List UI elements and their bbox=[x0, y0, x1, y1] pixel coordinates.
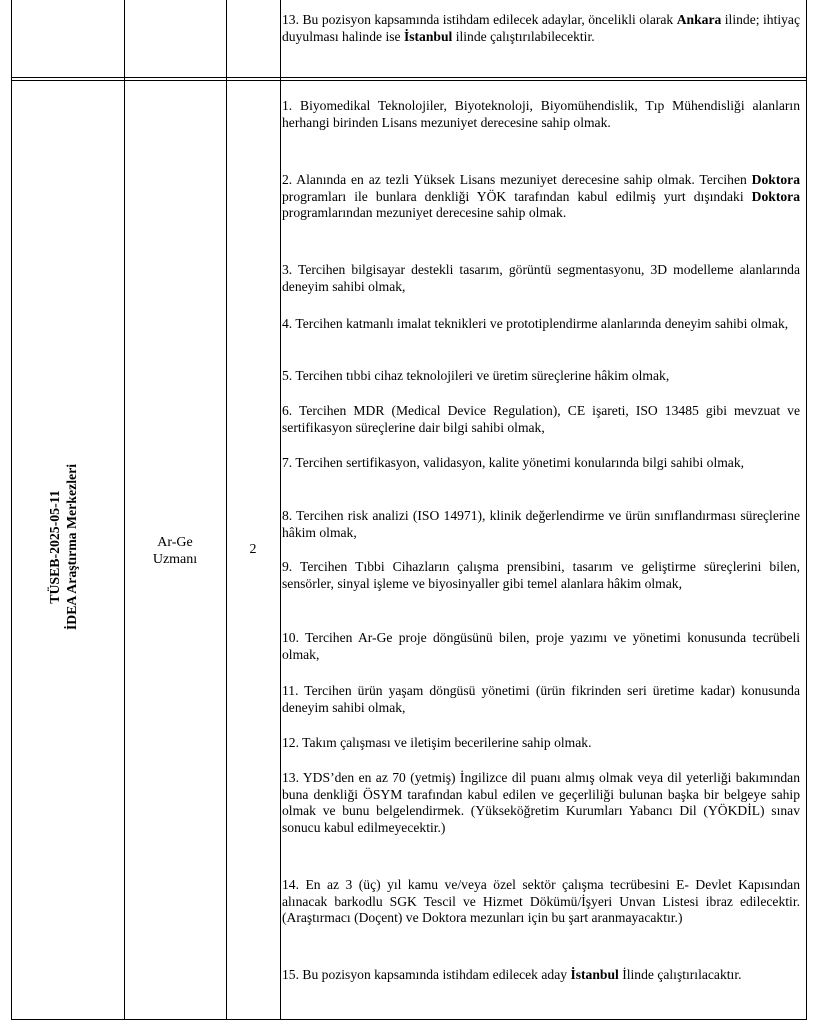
table-border-right bbox=[806, 0, 807, 1020]
requirement-5: 5. Tercihen tıbbi cihaz teknolojileri ve üretim süreçlerine hâkim olmak, bbox=[282, 368, 670, 383]
requirement-1: 1. Biyomedikal Teknolojiler, Biyoteknoloji, Biyomühendislik, Tıp Mühendisliği alanların herhangi birinden Lisans mezuniyet derecesine sahip olmak. bbox=[282, 98, 800, 130]
requirement-14: 14. En az 3 (üç) yıl kamu ve/veya özel sektör çalışma tecrübesini E- Devlet Kapısından alınacak barkodlu SGK Tescil ve Hizmet Dökümü/İşyeri Unvan Listesi ibraz edilecektir. (Araştırmacı (Doçent) ve Doktora mezunları için bu şart aranmayacaktır.) bbox=[282, 877, 800, 925]
table-border-col2 bbox=[226, 0, 227, 1020]
requirement-8: 8. Tercihen risk analizi (ISO 14971), klinik değerlendirme ve ürün sınıflandırması süreçlerine hâkim olmak, bbox=[282, 508, 800, 540]
role-cell bbox=[124, 534, 226, 568]
requirement-10: 10. Tercihen Ar-Ge proje döngüsünü bilen, proje yazımı ve yönetimi konusunda tecrübeli olmak, bbox=[282, 630, 800, 662]
top-requirement-13: 13. Bu pozisyon kapsamında istihdam edilecek adaylar, öncelikli olarak Ankara ilinde; ihtiyaç duyulması halinde ise İstanbul ilinde çalıştırılabilecektir. bbox=[282, 12, 800, 44]
requirement-2: 2. Alanında en az tezli Yüksek Lisans mezuniyet derecesine sahip olmak. Tercihen Doktora programları ile bunlara denkliği YÖK tarafından kabul edilmiş yurt dışındaki Doktora programlarından mezuniyet derecesine sahip olmak. bbox=[282, 172, 800, 220]
position-count: 2 bbox=[249, 542, 257, 557]
table-border-col1 bbox=[124, 0, 125, 1020]
position-unit: İDEA Araştırma Merkezleri bbox=[64, 463, 79, 631]
role-line2: Uzmanı bbox=[152, 552, 198, 567]
requirement-3: 3. Tercihen bilgisayar destekli tasarım, görüntü segmentasyonu, 3D modelleme alanlarında deneyim sahibi olmak, bbox=[282, 262, 800, 294]
requirement-6: 6. Tercihen MDR (Medical Device Regulation), CE işareti, ISO 13485 gibi mevzuat ve sertifikasyon süreçlerine dair bilgi sahibi olmak, bbox=[282, 403, 800, 435]
requirement-12: 12. Takım çalışması ve iletişim becerilerine sahip olmak. bbox=[282, 735, 592, 750]
table-border-bottom bbox=[11, 1019, 807, 1020]
requirement-15: 15. Bu pozisyon kapsamında istihdam edilecek aday İstanbul İlinde çalıştırılacaktır. bbox=[282, 967, 742, 982]
requirement-13: 13. YDS’den en az 70 (yetmiş) İngilizce dil puanı almış olmak veya dil yeterliği bakımından buna denkliği ÖSYM tarafından kabul edilen ve geçerliliği bulunan başka bir belgeye sahip olmak ve bunu belgelendirmek. (Yükseköğretim Kurumları Yabancı Dil (YÖKDİL) sınav sonucu kabul edilmeyecektir.) bbox=[282, 770, 800, 835]
table-border-col3 bbox=[280, 0, 281, 1020]
table-row-separator-inner bbox=[11, 80, 807, 81]
requirement-11: 11. Tercihen ürün yaşam döngüsü yönetimi (ürün fikrinden seri üretime kadar) konusunda deneyim sahibi olmak, bbox=[282, 683, 800, 715]
table-border-left bbox=[11, 0, 12, 1020]
requirement-9: 9. Tercihen Tıbbi Cihazların çalışma prensibini, tasarım ve geliştirme süreçlerini bilen, sensörler, sinyal işleme ve biyosinyaller gibi temel alanlara hâkim olmak, bbox=[282, 559, 800, 591]
table-row-separator bbox=[11, 77, 807, 78]
requirement-4: 4. Tercihen katmanlı imalat teknikleri ve prototiplendirme alanlarında deneyim sahibi olmak, bbox=[282, 316, 789, 331]
requirement-7: 7. Tercihen sertifikasyon, validasyon, kalite yönetimi konularında bilgi sahibi olmak, bbox=[282, 455, 745, 470]
position-code: TÜSEB-2025-05-11 bbox=[47, 490, 62, 604]
role-line1: Ar-Ge bbox=[157, 535, 193, 550]
